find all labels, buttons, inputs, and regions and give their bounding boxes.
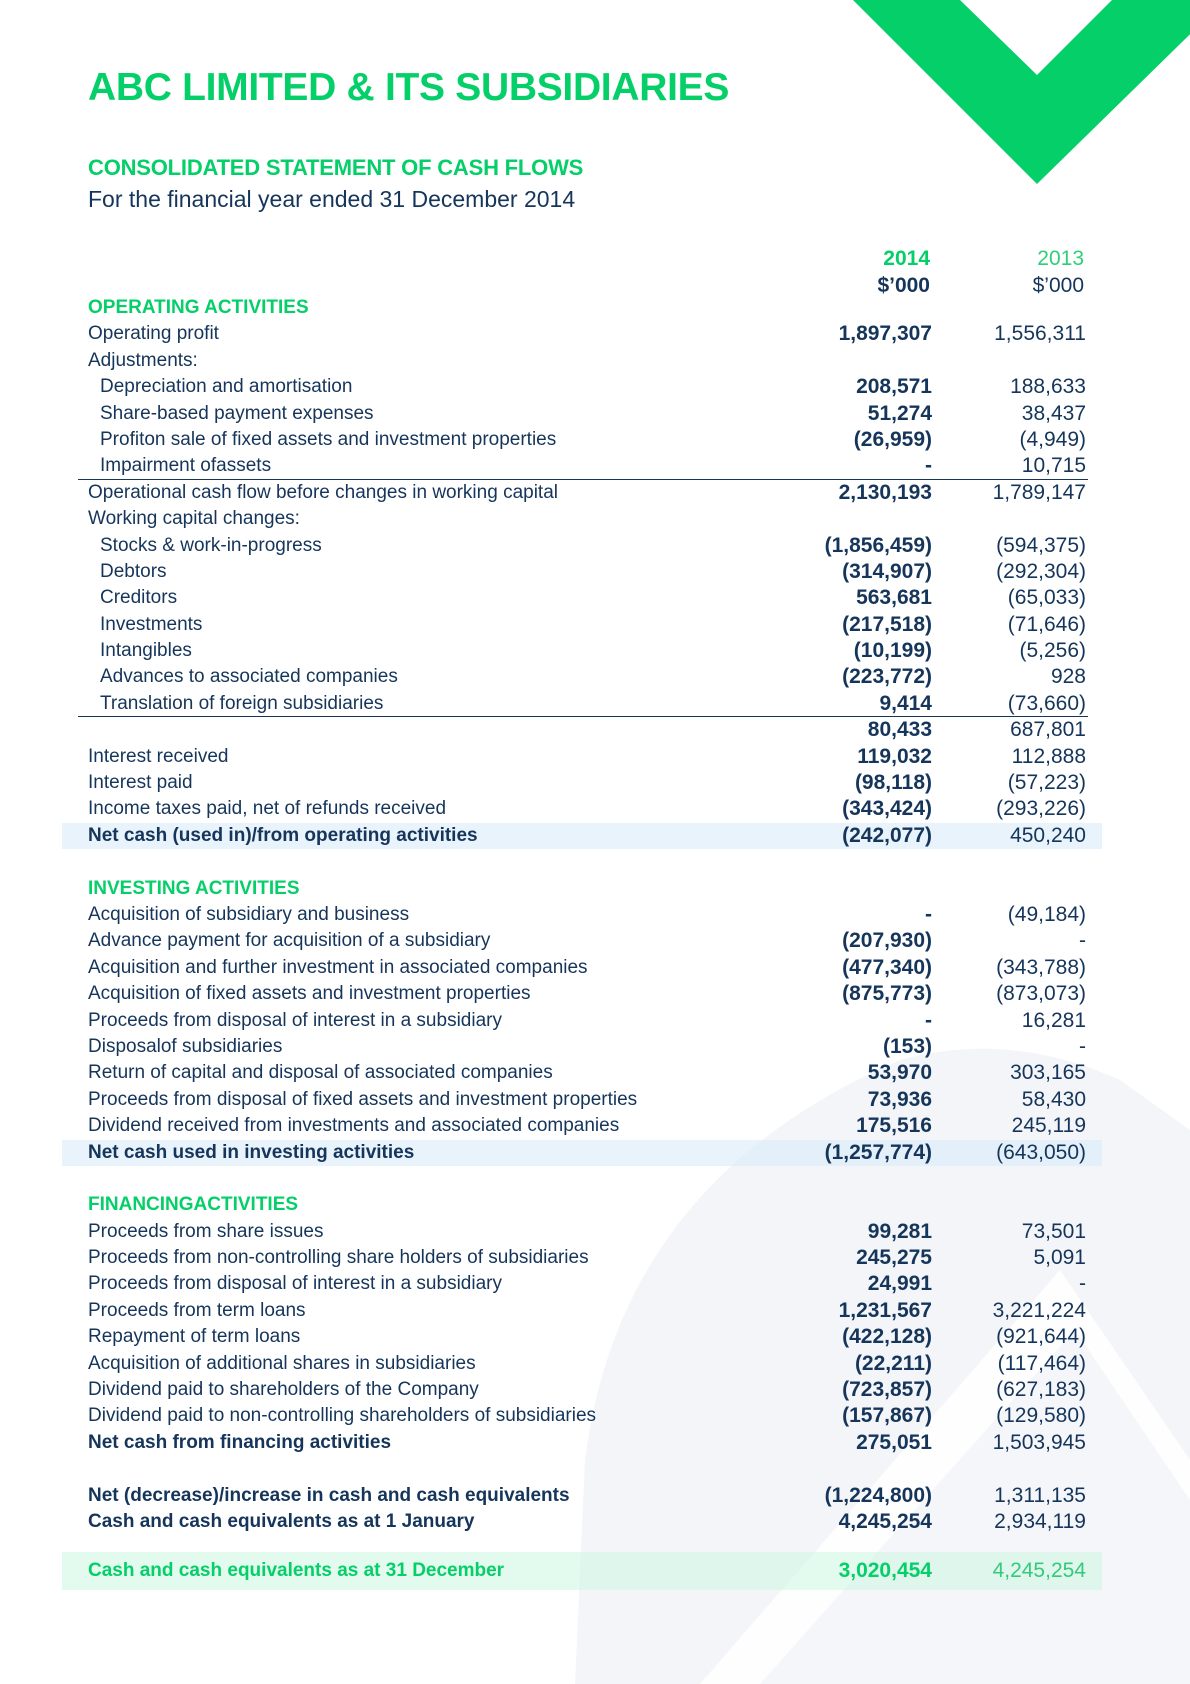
- value-2013: -: [1079, 1272, 1086, 1296]
- row-label: Interest paid: [88, 772, 193, 794]
- value-2013: (292,304): [996, 559, 1086, 583]
- value-2013: (293,226): [996, 797, 1086, 821]
- column-unit-2013: $’000: [1032, 274, 1084, 297]
- table-row: [62, 1271, 1102, 1297]
- value-2014: (875,773): [842, 982, 932, 1006]
- row-label: Translation of foreign subsidiaries: [100, 692, 384, 714]
- table-row: [62, 348, 1102, 374]
- value-2014: 80,433: [867, 718, 932, 742]
- column-year-2013: 2013: [1037, 247, 1084, 270]
- row-label: Impairment ofassets: [100, 455, 272, 477]
- value-2014: 73,936: [867, 1087, 932, 1111]
- value-2014: (22,211): [854, 1351, 932, 1375]
- value-2013: 73,501: [1021, 1219, 1086, 1243]
- value-2014: -: [925, 902, 932, 926]
- spacer: [62, 1535, 1102, 1552]
- row-label: Dividend received from investments and associated companies: [88, 1115, 620, 1137]
- value-2013: (343,788): [996, 955, 1086, 979]
- value-2013: 1,789,147: [992, 480, 1086, 504]
- row-label: Acquisition of fixed assets and investment properties: [88, 983, 531, 1005]
- table-row: [62, 401, 1102, 427]
- value-2014: 1,897,307: [838, 322, 932, 346]
- value-2014: 53,970: [867, 1061, 932, 1085]
- value-2013: (73,660): [1007, 691, 1086, 715]
- value-2014: (207,930): [842, 929, 932, 953]
- table-row: [62, 1060, 1102, 1086]
- value-2014: 9,414: [879, 691, 932, 715]
- table-row: [62, 1324, 1102, 1350]
- table-row: [62, 374, 1102, 400]
- row-label: Investments: [100, 613, 203, 635]
- table-row: [62, 664, 1102, 690]
- row-label: Income taxes paid, net of refunds received: [88, 798, 447, 820]
- spacer: [62, 1166, 1102, 1192]
- section-heading-investing: [62, 876, 1102, 902]
- value-2014: 1,231,567: [838, 1298, 932, 1322]
- value-2013: (921,644): [996, 1325, 1086, 1349]
- value-2014: (1,856,459): [824, 533, 932, 557]
- table-row: [62, 453, 1102, 479]
- table-row: [62, 321, 1102, 347]
- value-2014: 51,274: [867, 401, 932, 425]
- row-label: Debtors: [100, 560, 167, 582]
- row-label: Acquisition of subsidiary and business: [88, 903, 410, 925]
- table-row: [62, 1219, 1102, 1245]
- value-2014: -: [925, 1008, 932, 1032]
- value-2014: (422,128): [842, 1325, 932, 1349]
- value-2013: 3,221,224: [992, 1298, 1086, 1322]
- value-2013: 687,801: [1010, 718, 1086, 742]
- row-label: Advance payment for acquisition of a subsidiary: [88, 930, 491, 952]
- value-2014: 275,051: [856, 1430, 932, 1454]
- value-2013: (627,183): [996, 1378, 1086, 1402]
- value-2013: (117,464): [997, 1351, 1086, 1375]
- value-2014: 24,991: [867, 1272, 932, 1296]
- column-year-2014: 2014: [883, 247, 930, 270]
- value-2013: (65,033): [1007, 586, 1086, 610]
- value-2014: (157,867): [842, 1404, 932, 1428]
- value-2013: 4,245,254: [992, 1559, 1086, 1583]
- row-label: Stocks & work-in-progress: [100, 534, 322, 556]
- value-2014: (1,224,800): [824, 1483, 932, 1507]
- section-title: FINANCINGACTIVITIES: [88, 1194, 299, 1216]
- table-row: [62, 691, 1102, 717]
- statement-title: CONSOLIDATED STATEMENT OF CASH FLOWS: [88, 155, 584, 180]
- cash-flow-table: [62, 295, 1102, 1590]
- value-2013: (129,580): [996, 1404, 1086, 1428]
- section-title: INVESTING ACTIVITIES: [88, 877, 300, 899]
- table-row: [62, 981, 1102, 1007]
- value-2014: 119,032: [857, 744, 932, 768]
- total-row-operating: [62, 823, 1102, 849]
- value-2013: (4,949): [1019, 427, 1086, 451]
- column-header-2014: [877, 245, 930, 299]
- value-2013: 112,888: [1011, 744, 1086, 768]
- value-2013: 928: [1050, 665, 1086, 689]
- value-2014: (153): [882, 1034, 932, 1058]
- value-2014: -: [925, 454, 932, 478]
- row-label: Net cash from financing activities: [88, 1431, 392, 1453]
- value-2014: (723,857): [842, 1378, 932, 1402]
- row-label: Repayment of term loans: [88, 1326, 301, 1348]
- value-2013: 245,119: [1011, 1114, 1086, 1138]
- row-label: Dividend paid to non-controlling shareholders of subsidiaries: [88, 1405, 597, 1427]
- net-change-row: [62, 1483, 1102, 1509]
- section-heading-financing: [62, 1192, 1102, 1218]
- table-row: [62, 902, 1102, 928]
- row-label: Creditors: [100, 587, 178, 609]
- table-row: [62, 1403, 1102, 1429]
- table-row-subtotal: [62, 480, 1102, 506]
- value-2014: 563,681: [856, 586, 932, 610]
- value-2013: -: [1079, 929, 1086, 953]
- row-label: Dividend paid to shareholders of the Company: [88, 1379, 479, 1401]
- value-2014: (223,772): [842, 665, 932, 689]
- value-2013: -: [1079, 1034, 1086, 1058]
- row-label: Proceeds from disposal of fixed assets and investment properties: [88, 1088, 638, 1110]
- row-label: Cash and cash equivalents as at 31 December: [88, 1560, 505, 1582]
- table-row: [62, 559, 1102, 585]
- value-2013: 1,503,945: [992, 1430, 1086, 1454]
- table-row: [62, 1113, 1102, 1139]
- row-label: Return of capital and disposal of associated companies: [88, 1062, 553, 1084]
- table-row: [62, 612, 1102, 638]
- value-2013: 450,240: [1010, 823, 1086, 847]
- table-row: [62, 506, 1102, 532]
- row-label: Adjustments:: [88, 349, 198, 371]
- row-label: Acquisition of additional shares in subsidiaries: [88, 1352, 476, 1374]
- row-label: Intangibles: [100, 640, 192, 662]
- row-label: Working capital changes:: [88, 508, 300, 530]
- value-2014: (242,077): [842, 823, 932, 847]
- value-2013: 5,091: [1033, 1246, 1086, 1270]
- value-2014: 99,281: [867, 1219, 932, 1243]
- row-label: Net cash used in investing activities: [88, 1141, 415, 1163]
- value-2014: (477,340): [842, 955, 932, 979]
- row-label: Share-based payment expenses: [100, 402, 374, 424]
- value-2013: (57,223): [1007, 771, 1086, 795]
- table-row: [62, 1377, 1102, 1403]
- row-label: Proceeds from disposal of interest in a subsidiary: [88, 1009, 502, 1031]
- value-2014: 175,516: [856, 1114, 932, 1138]
- row-label: Disposalof subsidiaries: [88, 1035, 283, 1057]
- value-2014: 245,275: [856, 1246, 932, 1270]
- table-row: [62, 796, 1102, 822]
- row-label: Operational cash flow before changes in working capital: [88, 481, 558, 503]
- company-title: ABC LIMITED & ITS SUBSIDIARIES: [88, 66, 730, 109]
- value-2013: 2,934,119: [994, 1509, 1086, 1533]
- row-label: Cash and cash equivalents as at 1 January: [88, 1510, 475, 1532]
- value-2013: 1,556,311: [994, 322, 1086, 346]
- opening-cash-row: [62, 1509, 1102, 1535]
- table-row: [62, 585, 1102, 611]
- table-row: [62, 533, 1102, 559]
- row-label: Proceeds from term loans: [88, 1299, 306, 1321]
- value-2013: 10,715: [1021, 454, 1086, 478]
- value-2013: (49,184): [1007, 902, 1086, 926]
- row-label: Net (decrease)/increase in cash and cash equivalents: [88, 1484, 570, 1506]
- table-row-subtotal: [62, 717, 1102, 743]
- value-2014: 208,571: [856, 375, 932, 399]
- total-row-financing: [62, 1430, 1102, 1456]
- row-label: Acquisition and further investment in associated companies: [88, 956, 588, 978]
- row-label: Proceeds from non-controlling share holders of subsidiaries: [88, 1247, 589, 1269]
- table-row: [62, 928, 1102, 954]
- value-2013: 188,633: [1010, 375, 1086, 399]
- value-2014: 4,245,254: [838, 1509, 932, 1533]
- table-row: [62, 1245, 1102, 1271]
- row-label: Interest received: [88, 745, 229, 767]
- table-row: [62, 955, 1102, 981]
- reporting-period: For the financial year ended 31 December 2014: [88, 186, 576, 212]
- table-row: [62, 770, 1102, 796]
- value-2014: (98,118): [854, 771, 932, 795]
- value-2014: 2,130,193: [838, 480, 932, 504]
- table-row: [62, 1298, 1102, 1324]
- value-2014: (1,257,774): [824, 1140, 932, 1164]
- table-row: [62, 744, 1102, 770]
- value-2014: (343,424): [842, 797, 932, 821]
- table-row: [62, 1034, 1102, 1060]
- column-unit-2014: $’000: [877, 274, 930, 297]
- value-2013: 58,430: [1021, 1087, 1086, 1111]
- table-row: [62, 1351, 1102, 1377]
- value-2013: (5,256): [1019, 639, 1086, 663]
- value-2014: (26,959): [853, 427, 932, 451]
- value-2013: 16,281: [1021, 1008, 1086, 1032]
- row-label: Proceeds from disposal of interest in a subsidiary: [88, 1273, 502, 1295]
- section-heading-operating: [62, 295, 1102, 321]
- row-label: Proceeds from share issues: [88, 1220, 324, 1242]
- table-row: [62, 1008, 1102, 1034]
- row-label: Net cash (used in)/from operating activities: [88, 824, 478, 846]
- value-2013: (71,646): [1007, 612, 1086, 636]
- value-2013: 38,437: [1021, 401, 1086, 425]
- column-header-2013: [1033, 245, 1084, 299]
- row-label: Advances to associated companies: [100, 666, 398, 688]
- value-2014: (10,199): [853, 639, 932, 663]
- closing-cash-row: [62, 1552, 1102, 1590]
- row-label: Operating profit: [88, 323, 219, 345]
- table-row: [62, 1087, 1102, 1113]
- row-label: Depreciation and amortisation: [100, 376, 353, 398]
- value-2014: (217,518): [842, 612, 932, 636]
- total-row-investing: [62, 1140, 1102, 1166]
- value-2013: (873,073): [996, 982, 1086, 1006]
- value-2013: (594,375): [996, 533, 1086, 557]
- section-title: OPERATING ACTIVITIES: [88, 297, 309, 318]
- value-2014: 3,020,454: [838, 1559, 932, 1583]
- value-2013: 303,165: [1010, 1061, 1086, 1085]
- row-label: Profiton sale of fixed assets and investment properties: [100, 428, 557, 450]
- value-2013: (643,050): [996, 1140, 1086, 1164]
- value-2013: 1,311,135: [994, 1483, 1086, 1507]
- table-row: [62, 638, 1102, 664]
- value-2014: (314,907): [842, 559, 932, 583]
- spacer: [62, 849, 1102, 875]
- table-row: [62, 427, 1102, 453]
- spacer: [62, 1456, 1102, 1482]
